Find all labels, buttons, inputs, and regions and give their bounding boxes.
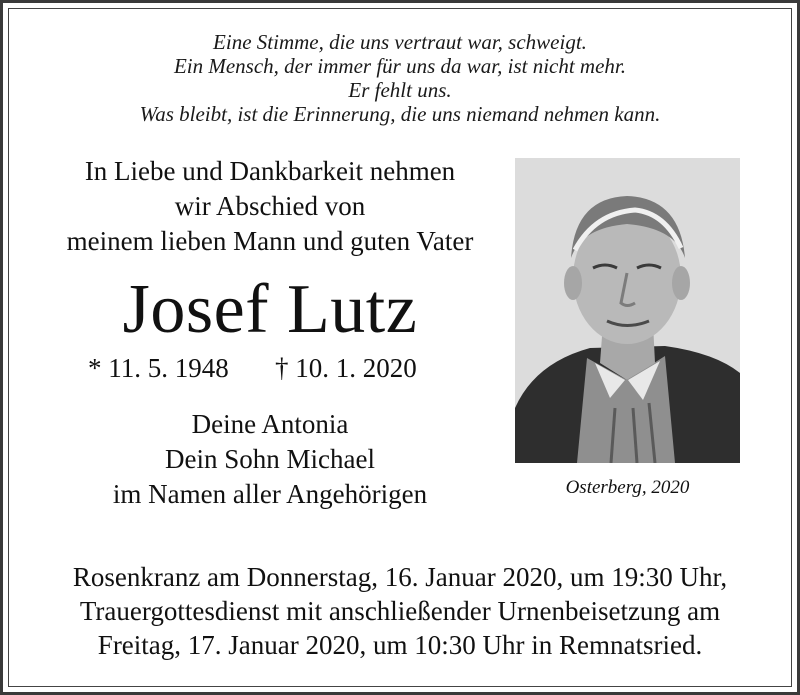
poem-line: Eine Stimme, die uns vertraut war, schweigt. bbox=[213, 30, 587, 54]
birth-date: * 11. 5. 1948 bbox=[88, 353, 229, 383]
memorial-poem bbox=[0, 30, 800, 126]
poem-line: Ein Mensch, der immer für uns da war, ist nicht mehr. bbox=[173, 54, 627, 78]
mourner-line: Deine Antonia bbox=[191, 409, 349, 439]
intro-line: meinem lieben Mann und guten Vater bbox=[66, 226, 474, 256]
mourner-line: im Namen aller Angehörigen bbox=[112, 479, 428, 509]
intro-line: In Liebe und Dankbarkeit nehmen bbox=[84, 156, 456, 186]
mourner-line: Dein Sohn Michael bbox=[165, 444, 375, 474]
poem-line: Was bleibt, ist die Erinnerung, die uns niemand nehmen kann. bbox=[139, 102, 661, 126]
portrait-photo bbox=[515, 158, 740, 463]
photo-caption: Osterberg, 2020 bbox=[565, 477, 690, 498]
intro-line: wir Abschied von bbox=[174, 191, 366, 221]
deceased-name: Josef Lutz bbox=[122, 271, 418, 348]
poem-line: Er fehlt uns. bbox=[348, 78, 452, 102]
service-details bbox=[0, 560, 800, 662]
service-line: Rosenkranz am Donnerstag, 16. Januar 2020, um 19:30 Uhr, bbox=[72, 562, 728, 592]
service-line: Trauergottesdienst mit anschließender Urnenbeisetzung am bbox=[79, 596, 721, 626]
death-date: † 10. 1. 2020 bbox=[275, 353, 417, 383]
mourners bbox=[20, 407, 520, 512]
intro-text bbox=[20, 154, 520, 259]
portrait-illustration bbox=[515, 158, 740, 463]
service-line: Freitag, 17. Januar 2020, um 10:30 Uhr in Remnatsried. bbox=[97, 630, 703, 660]
